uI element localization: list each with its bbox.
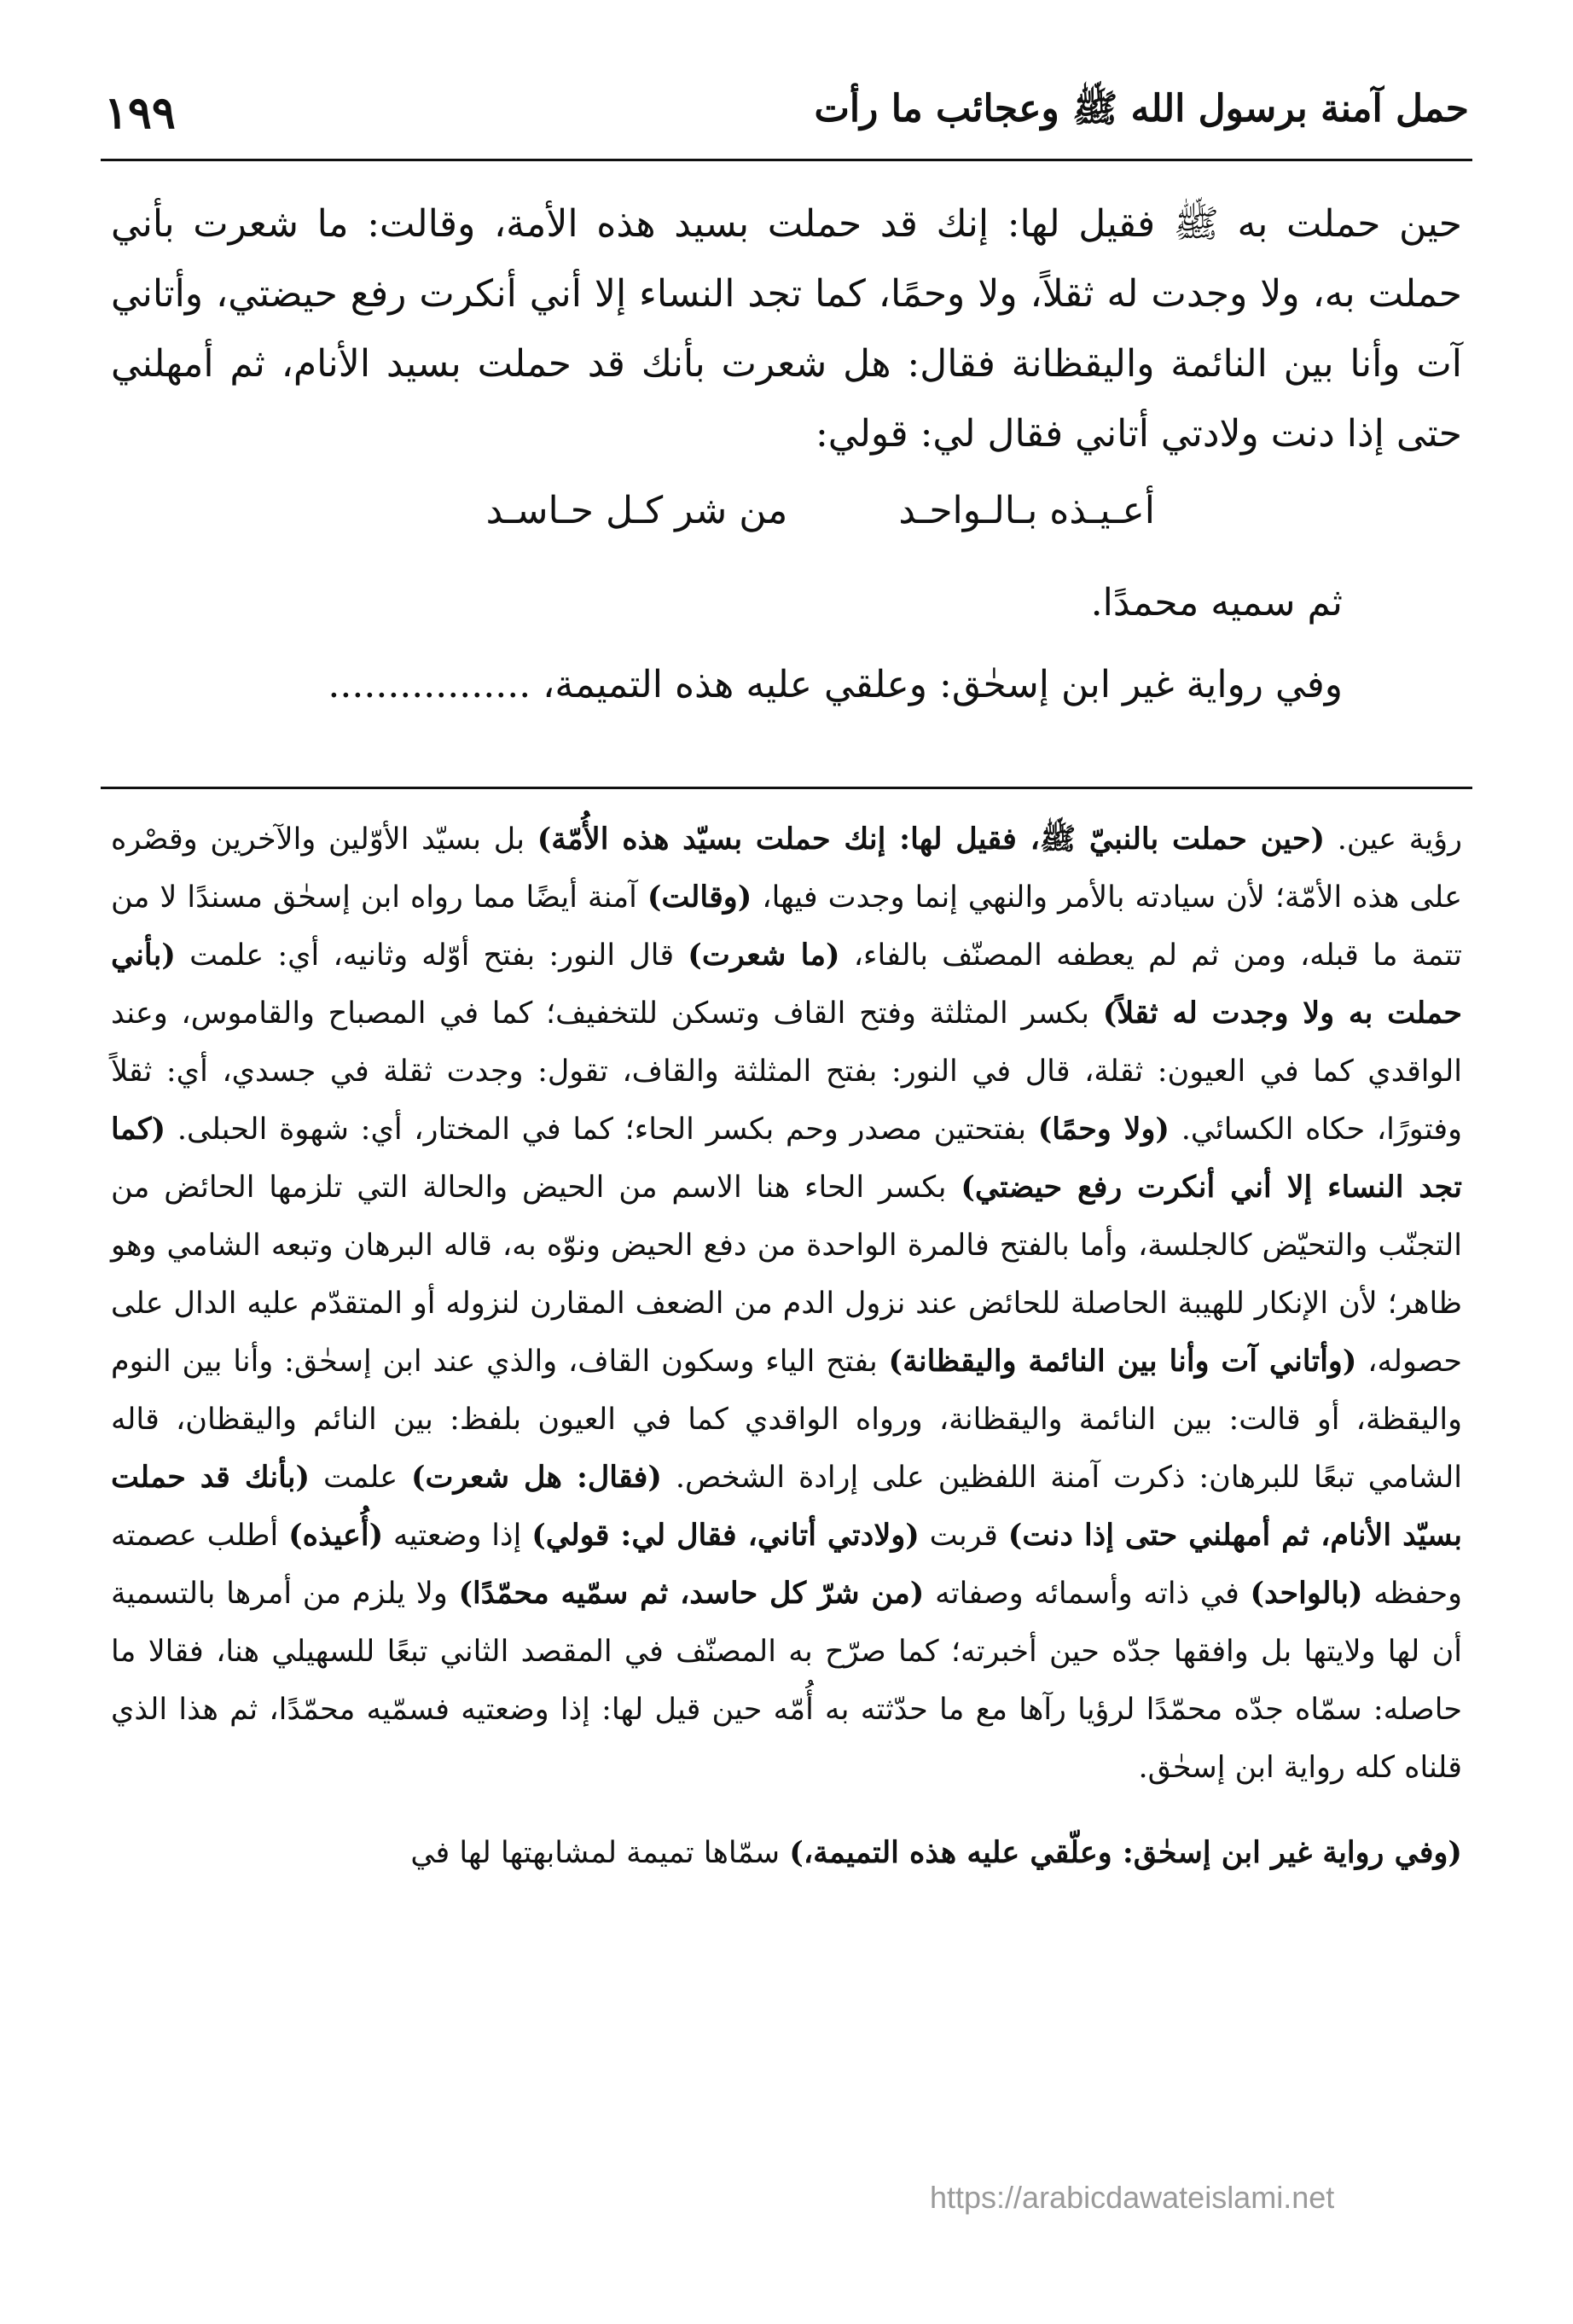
commentary-text: رؤية عين. — [1325, 822, 1463, 857]
page-number: ١٩٩ — [104, 86, 176, 139]
commentary-lemma: (بالواحد) — [1250, 1576, 1363, 1611]
commentary-lemma: (أُعيذه) — [288, 1518, 384, 1553]
verse-line — [111, 476, 1462, 546]
main-paragraph-3: وفي رواية غير ابن إسحٰق: وعلقي عليه هذه التميمة، ................. — [328, 663, 1343, 706]
commentary-text: بفتحتين مصدر وحم بكسر الحاء؛ كما في المختار، أي: شهوة الحبلى. — [165, 1113, 1038, 1147]
commentary-text: قربت — [919, 1519, 1008, 1553]
watermark-url: https://arabicdawateislami.net — [930, 2180, 1335, 2215]
commentary-lemma: (وفي رواية غير ابن إسحٰق: وعلّقي عليه هذه التميمة،) — [789, 1835, 1462, 1870]
commentary-paragraph — [111, 810, 1462, 1797]
commentary-lemma: (ولا وحمًا) — [1037, 1112, 1170, 1147]
commentary-text: في ذاته وأسمائه وصفاته — [924, 1577, 1251, 1611]
commentary-lemma: (بأني حملت به ولا وجدت له ثقلاً) — [111, 938, 1462, 1031]
commentary-text: بكسر المثلثة وفتح القاف وتسكن للتخفيف؛ كما في المصباح والقاموس، وعند الواقدي كما في العيون: ثقلة، قال في النور: بفتح المثلثة والقاف، تقول: وجدت ثقلة في جسدي، أي: ثقلاً وفتورًا، حكاه الكسائي. — [111, 996, 1463, 1147]
commentary-text: بفتح الياء وسكون القاف، والذي عند ابن إسحٰق: وأنا بين النوم واليقظة، أو قالت: بين النائمة واليقظانة، ورواه الواقدي كما في العيون بلفظ: بين النائم واليقظان، قاله الشامي تبعًا للبرهان: ذكرت آمنة اللفظين على إرادة الشخص. — [111, 1345, 1462, 1495]
commentary-lemma: (وقالت) — [647, 880, 752, 915]
commentary-text: قال النور: بفتح أوّله وثانيه، أي: علمت — [175, 938, 688, 973]
running-header — [104, 78, 1469, 147]
commentary-text: إذا وضعتيه — [383, 1519, 532, 1553]
commentary-text: ولا يلزم من أمرها بالتسمية أن لها ولايتها بل وافقها جدّه حين أخبرته؛ كما صرّح به المصنّف في المقصد الثاني تبعًا للسهيلي هنا، فقالا ما حاصله: سمّاه جدّه محمّدًا لرؤيا رآها مع ما حدّثته به أُمّه حين قيل لها: إذا وضعتيه فسمّيه محمّدًا، ثم هذا الذي قلناه كله رواية ابن إسحٰق. — [111, 1577, 1462, 1785]
commentary-lemma: (من شرّ كل حاسد، ثم سمّيه محمّدًا) — [458, 1576, 925, 1611]
commentary-text: آمنة أيضًا مما رواه ابن إسحٰق مسندًا لا من تتمة ما قبله، ومن ثم لم يعطفه المصنّف بالفاء، — [111, 880, 1462, 973]
commentary-lemma: (حين حملت بالنبيّ ﷺ، فقيل لها: إنك حملت بسيّد هذه الأُمّة) — [537, 822, 1326, 857]
main-text — [111, 189, 1462, 720]
commentary-divider — [101, 787, 1472, 789]
main-paragraph-2: ثم سميه محمدًا. — [1090, 581, 1343, 625]
verse-second-hemistich: من شر كـل حـاسـد — [485, 489, 788, 532]
commentary-lemma: (وأتاني آت وأنا بين النائمة واليقظانة) — [888, 1344, 1357, 1379]
commentary-last-paragraph — [111, 1824, 1462, 1882]
main-paragraph-1: حين حملت به ﷺ فقيل لها: إنك قد حملت بسيد هذه الأمة، وقالت: ما شعرت بأني حملت به، ولا وجدت له ثقلاً، ولا وحمًا، كما تجد النساء إلا أني أنكرت رفع حيضتي، وأتاني آت وأنا بين النائمة واليقظانة فقال: هل شعرت بأنك قد حملت بسيد الأنام، ثم أمهلني حتى إذا دنت ولادتي أتاني فقال لي: قولي: — [111, 202, 1462, 456]
commentary-lemma: (بأنك قد حملت بسيّد الأنام، ثم أمهلني حتى إذا دنت) — [111, 1460, 1463, 1553]
running-title: حمل آمنة برسول الله ﷺ وعجائب ما رأت — [814, 87, 1469, 131]
commentary — [111, 810, 1462, 1882]
header-divider — [101, 159, 1472, 161]
commentary-lemma: (كما تجد النساء إلا أني أنكرت رفع حيضتي) — [111, 1112, 1463, 1205]
commentary-lemma: (فقال: هل شعرت) — [411, 1460, 662, 1495]
commentary-text: بل بسيّد الأوّلين والآخرين وقصْره على هذه الأمّة؛ لأن سيادته بالأمر والنهي إنما وجدت فيها، — [111, 822, 1462, 915]
commentary-text: أطلب عصمته وحفظه — [111, 1519, 1462, 1611]
commentary-text: بكسر الحاء هنا الاسم من الحيض والحالة التي تلزمها الحائض من التجنّب والتحيّض كالجلسة، وأما بالفتح فالمرة الواحدة من دفع الحيض ونوّه به، قاله البرهان وتبعه الشامي وهو ظاهر؛ لأن الإنكار للهيبة الحاصلة للحائض عند نزول الدم من الضعف المقارن لنزوله أو المتقدّم عليه الدال على حصوله، — [111, 1171, 1463, 1379]
commentary-lemma: (ولادتي أتاني، فقال لي: قولي) — [531, 1518, 920, 1553]
verse-first-hemistich: أعـيـذه بـالـواحـد — [898, 489, 1155, 532]
commentary-lemma: (ما شعرت) — [688, 938, 840, 973]
commentary-text: علمت — [310, 1461, 411, 1495]
commentary-text: سمّاها تميمة لمشابهتها لها في — [410, 1836, 790, 1870]
